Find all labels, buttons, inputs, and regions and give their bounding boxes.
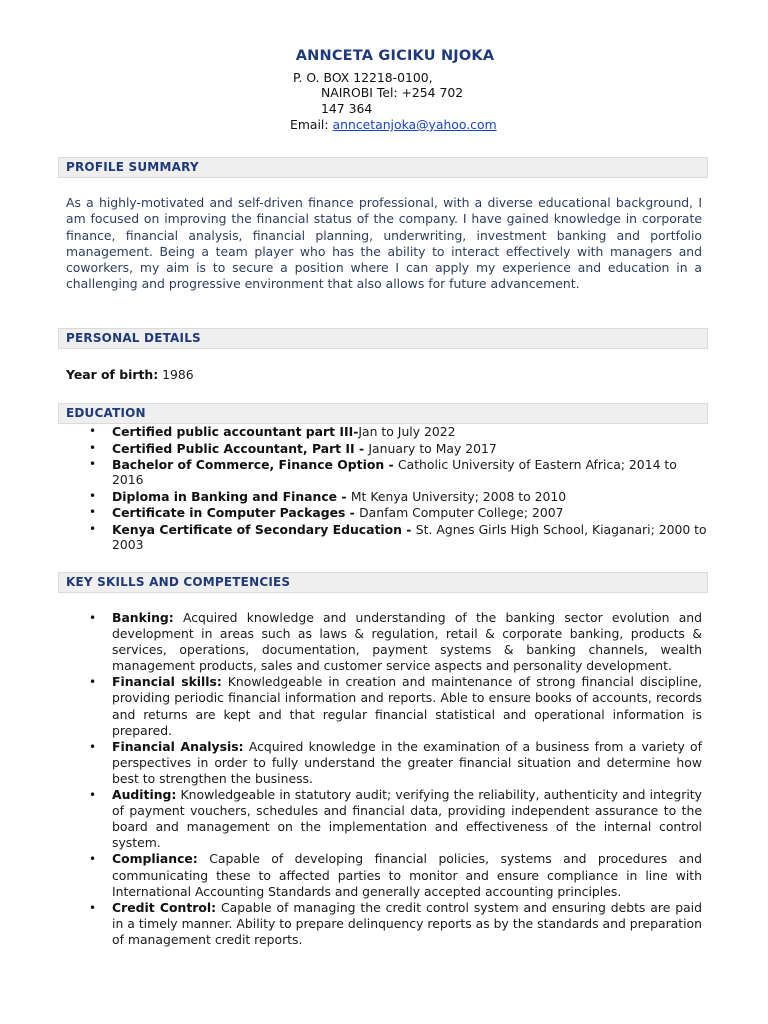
education-item-detail: Catholic University of Eastern Africa; 2014 to 2016 (112, 457, 677, 487)
bullet-icon: • (89, 900, 97, 915)
education-item-title: Diploma in Banking and Finance - (112, 488, 351, 504)
section-profile-summary: PROFILE SUMMARY (58, 157, 708, 178)
profile-text: As a highly-motivated and self-driven finance professional, with a diverse educational background, I am focused on improving the financial status of the company. I have gained knowledge in corporate finance, financial analysis, financial planning, underwriting, investment banking and portfolio management. Being a team player who has the ability to interact effectively with managers and coworkers, my aim is to secure a position where I can apply my experience and education in a challenging and progressive environment that also allows for future advancement. (66, 195, 702, 292)
skill-item-detail: Capable of developing financial policies, systems and procedures and communicating these to affected parties to monitor and ensure compliance in line with International Accounting Standards and generally accepted accounting principles. (112, 851, 702, 899)
education-list (89, 424, 712, 553)
skill-item (89, 674, 702, 738)
skill-item-title: Compliance: (112, 851, 198, 867)
address-line-3: 147 364 (321, 101, 373, 116)
skill-item-detail: Knowledgeable in statutory audit; verifying the reliability, authenticity and integrity of payment vouchers, schedules and financial data, providing independent assurance to the board and management on the implementation and effectiveness of the internal control system. (112, 787, 702, 851)
email-label: Email: (290, 117, 329, 132)
skill-item-detail: Knowledgeable in creation and maintenance of strong financial discipline, providing periodic financial information and reports. Able to ensure books of accounts, records and returns are kept and that regular financial statistical and operational information is prepared. (112, 674, 702, 738)
education-item (89, 505, 712, 520)
skill-item-title: Credit Control: (112, 899, 217, 915)
education-item-detail: Mt Kenya University; 2008 to 2010 (350, 488, 567, 504)
skill-item (89, 787, 702, 851)
education-item (89, 457, 712, 487)
skill-item-title: Financial Analysis: (112, 738, 244, 754)
applicant-name: ANNCETA GICIKU NJOKA (295, 48, 495, 64)
skill-item-title: Auditing: (112, 787, 177, 803)
bullet-icon: • (89, 739, 97, 754)
education-item (89, 521, 712, 552)
section-personal-details: PERSONAL DETAILS (58, 328, 708, 349)
skill-item-title: Banking: (112, 610, 174, 625)
bullet-icon: • (89, 505, 97, 519)
address-line-2: NAIROBI Tel: +254 702 (321, 85, 464, 100)
bullet-icon: • (89, 457, 97, 471)
education-item-title: Kenya Certificate of Secondary Education - (112, 521, 416, 537)
education-item-detail: Danfam Computer College; 2007 (359, 505, 564, 520)
bullet-icon: • (89, 488, 97, 503)
education-item (89, 440, 712, 456)
skill-item-detail: Capable of managing the credit control system and ensuring debts are paid in a timely manner. Ability to prepare delinquency reports as by the standards and preparation of management credit reports. (112, 899, 702, 947)
year-of-birth (66, 367, 194, 382)
address-line-1: P. O. BOX 12218-0100, (293, 70, 433, 85)
section-education: EDUCATION (58, 403, 708, 424)
skill-item (89, 738, 702, 787)
education-item-detail: January to May 2017 (368, 440, 497, 456)
section-key-skills: KEY SKILLS AND COMPETENCIES (58, 572, 708, 593)
skill-item-title: Financial skills: (112, 674, 222, 690)
year-of-birth-label: Year of birth: (66, 367, 159, 382)
education-item-title: Certified public accountant part III- (112, 424, 359, 439)
bullet-icon: • (89, 675, 97, 690)
education-item-title: Certified Public Accountant, Part II - (112, 440, 369, 456)
education-item (89, 488, 712, 504)
skill-item (89, 851, 702, 899)
bullet-icon: • (89, 424, 97, 438)
bullet-icon: • (89, 788, 97, 803)
education-item-detail: St. Agnes Girls High School, Kiaganari; 2000 to 2003 (112, 521, 707, 552)
bullet-icon: • (89, 611, 97, 625)
skills-list (89, 610, 702, 948)
email-link[interactable]: anncetanjoka@yahoo.com (332, 117, 497, 132)
email-row (290, 117, 497, 132)
education-item-detail: Jan to July 2022 (358, 424, 456, 439)
profile-summary-text (66, 195, 702, 293)
skill-item (89, 899, 702, 948)
year-of-birth-value: 1986 (162, 367, 194, 382)
bullet-icon: • (89, 521, 97, 536)
education-item-title: Certificate in Computer Packages - (112, 505, 360, 520)
skill-item (89, 610, 702, 674)
education-item-title: Bachelor of Commerce, Finance Option - (112, 457, 398, 472)
bullet-icon: • (89, 440, 97, 455)
skill-item-detail: Acquired knowledge in the examination of a business from a variety of perspectives in order to fully understand the greater financial situation and determine how best to strengthen the business. (112, 738, 702, 786)
skill-item-detail: Acquired knowledge and understanding of the banking sector evolution and development in areas such as laws & regulation, retail & corporate banking, products & services, operations, documentation, payment systems & banking channels, wealth management products, sales and customer service aspects and personality development. (112, 610, 702, 674)
bullet-icon: • (89, 852, 97, 867)
education-item (89, 424, 712, 439)
